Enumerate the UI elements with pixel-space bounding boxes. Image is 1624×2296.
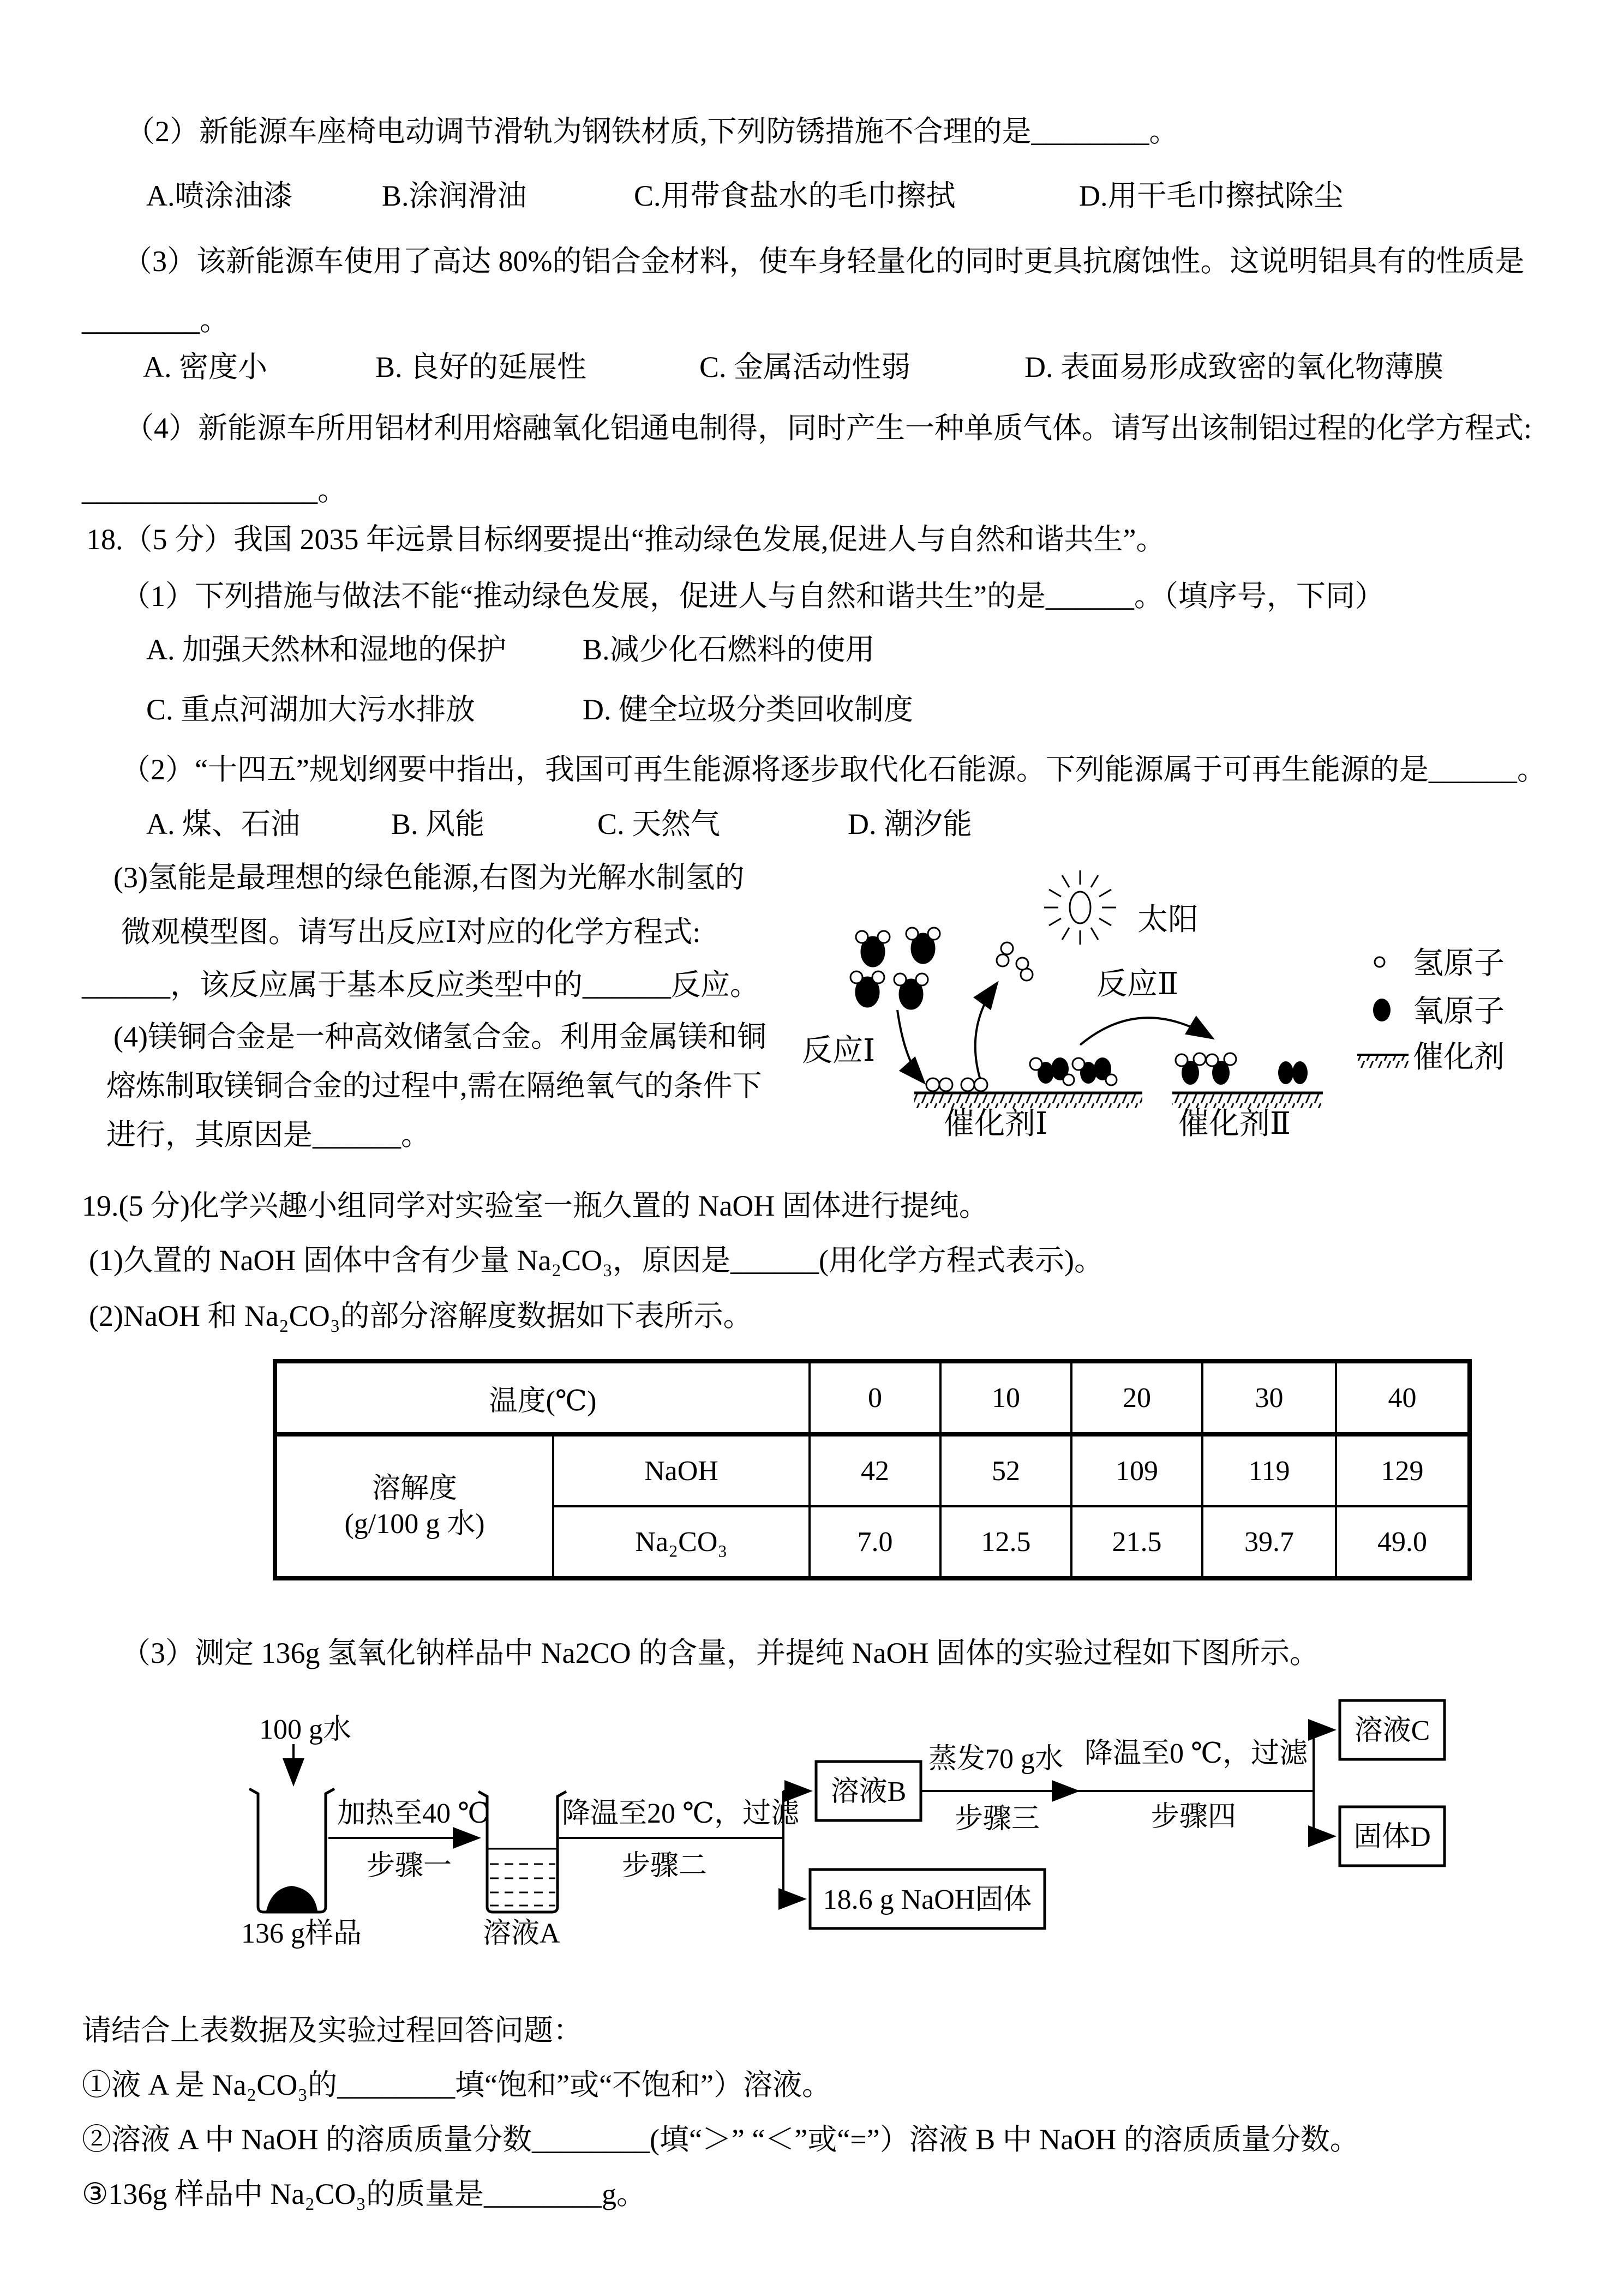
q18-part1-option-c: C. 重点河湖加大污水排放 bbox=[146, 693, 476, 726]
naoh-30: 119 bbox=[1202, 1434, 1336, 1506]
q17-part3-blank: ________。 bbox=[82, 304, 229, 336]
q18-part1-option-d: D. 健全垃圾分类回收制度 bbox=[583, 693, 913, 726]
catalyst-icon bbox=[1357, 1055, 1409, 1068]
legend-catalyst: 催化剂 bbox=[1413, 1041, 1505, 1074]
step1-condition: 加热至40 ℃ bbox=[337, 1798, 490, 1829]
q18-part1-text: （1）下列措施与做法不能“推动绿色发展，促进人与自然和谐共生”的是______。（填序号，下同） bbox=[121, 580, 1385, 612]
q19-part3-text: （3）测定 136g 氢氧化钠样品中 Na2CO 的含量，并提纯 NaOH 固体的实验过程如下图所示。 bbox=[121, 1637, 1319, 1669]
q18-part2-option-d: D. 潮汐能 bbox=[848, 808, 972, 840]
q18-part3-line2: 微观模型图。请写出反应Ⅰ对应的化学方程式: bbox=[121, 916, 701, 948]
q18-part1-option-b: B.减少化石燃料的使用 bbox=[583, 633, 875, 666]
q18-part3-line1: (3)氢能是最理想的绿色能源,右图为光解水制氢的 bbox=[113, 861, 745, 894]
water-molecule bbox=[850, 971, 884, 1007]
reaction2-arrow bbox=[1080, 1018, 1211, 1045]
naoh-solid-label: 18.6 g NaOH固体 bbox=[823, 1884, 1032, 1915]
na2co3-20: 21.5 bbox=[1071, 1506, 1202, 1578]
na2co3-30: 39.7 bbox=[1202, 1506, 1336, 1578]
q19-sub1: ①液 A 是 Na₂CO₃的________填“饱和”或“不饱和”）溶液。 bbox=[82, 2069, 832, 2101]
q17-part3-text: （3）该新能源车使用了高达 80%的铝合金材料，使车身轻量化的同时更具抗腐蚀性。这说明铝具有的性质是 bbox=[123, 245, 1525, 278]
step4-condition: 降温至0 ℃，过滤 bbox=[1084, 1738, 1308, 1769]
q19-answer-prompt: 请结合上表数据及实验过程回答问题： bbox=[82, 2014, 583, 2047]
water-molecule bbox=[906, 928, 940, 964]
catalyst1-surface bbox=[914, 1057, 1142, 1108]
table-header-temp: 温度(℃) bbox=[275, 1361, 810, 1434]
reaction2-label: 反应Ⅱ bbox=[1096, 967, 1179, 1001]
catalyst2-label: 催化剂Ⅱ bbox=[1178, 1107, 1291, 1141]
legend-oxygen: 氧原子 bbox=[1413, 995, 1505, 1029]
q17-part4-blank: ________________。 bbox=[82, 474, 347, 507]
q19-sub3: ③136g 样品中 Na₂CO₃的质量是________g。 bbox=[82, 2178, 646, 2210]
naoh-0: 42 bbox=[810, 1434, 940, 1506]
na2co3-10: 12.5 bbox=[940, 1506, 1071, 1578]
q19-part1-text: (1)久置的 NaOH 固体中含有少量 Na₂CO₃，原因是______(用化学方程式表示)。 bbox=[89, 1244, 1104, 1277]
purification-flowchart bbox=[207, 1685, 1489, 2002]
q17-part4-text: （4）新能源车所用铝材利用熔融氧化铝通电制得，同时产生一种单质气体。请写出该制铝过程的化学方程式: bbox=[124, 412, 1532, 444]
q19-part2-text: (2)NaOH 和 Na₂CO₃的部分溶解度数据如下表所示。 bbox=[89, 1300, 753, 1332]
row-na2co3-label: Na₂CO₃ bbox=[553, 1506, 810, 1578]
naoh-40: 129 bbox=[1336, 1434, 1470, 1506]
q17-part3-option-c: C. 金属活动性弱 bbox=[699, 351, 911, 383]
table-temp-0: 0 bbox=[810, 1361, 940, 1434]
step1-label: 步骤一 bbox=[367, 1850, 452, 1882]
adsorbed-molecules bbox=[1176, 1053, 1308, 1085]
oxygen-atom-icon bbox=[1373, 999, 1391, 1021]
table-temp-40: 40 bbox=[1336, 1361, 1470, 1434]
q18-part1-option-a: A. 加强天然林和湿地的保护 bbox=[146, 633, 506, 666]
q17-part3-option-a: A. 密度小 bbox=[143, 351, 267, 383]
solutionC-label: 溶液C bbox=[1354, 1715, 1430, 1746]
q18-part3-line3: ______，该反应属于基本反应类型中的______反应。 bbox=[82, 969, 759, 1001]
solutionA-label: 溶液A bbox=[483, 1918, 560, 1949]
q18-part4-line3: 进行，其原因是______。 bbox=[106, 1119, 430, 1151]
q17-part3-option-d: D. 表面易形成致密的氧化物薄膜 bbox=[1024, 351, 1443, 383]
step2-condition: 降温至20 ℃，过滤 bbox=[562, 1798, 800, 1829]
q17-part2-option-d: D.用干毛巾擦拭除尘 bbox=[1079, 179, 1344, 212]
solubility-table bbox=[273, 1359, 1472, 1580]
solutionA-beaker bbox=[478, 1792, 566, 1912]
q19-sub2: ②溶液 A 中 NaOH 的溶质质量分数________(填“＞” “＜”或“=”）溶液 B 中 NaOH 的溶质质量分数。 bbox=[82, 2123, 1359, 2156]
row-naoh-label: NaOH bbox=[553, 1434, 810, 1506]
solubility-label: 溶解度 bbox=[371, 1473, 457, 1504]
q17-part3-option-b: B. 良好的延展性 bbox=[375, 351, 587, 383]
q18-part4-line1: (4)镁铜合金是一种高效储氢合金。利用金属镁和铜 bbox=[113, 1020, 766, 1053]
table-temp-20: 20 bbox=[1071, 1361, 1202, 1434]
solid-sample bbox=[266, 1886, 317, 1911]
naoh-20: 109 bbox=[1071, 1434, 1202, 1506]
na2co3-0: 7.0 bbox=[810, 1506, 940, 1578]
q18-part2-option-c: C. 天然气 bbox=[597, 808, 721, 840]
q17-part2-option-c: C.用带食盐水的毛巾擦拭 bbox=[634, 179, 956, 212]
q19-intro: 19.(5 分)化学兴趣小组同学对实验室一瓶久置的 NaOH 固体进行提纯。 bbox=[82, 1189, 988, 1222]
sample-label: 136 g样品 bbox=[241, 1918, 362, 1949]
table-temp-30: 30 bbox=[1202, 1361, 1336, 1434]
reaction1-arrow bbox=[897, 1010, 923, 1081]
solidD-label: 固体D bbox=[1353, 1822, 1431, 1853]
solutionB-label: 溶液B bbox=[830, 1776, 907, 1807]
legend-hydrogen: 氢原子 bbox=[1413, 947, 1505, 981]
reaction1-label: 反应Ⅰ bbox=[802, 1034, 876, 1068]
na2co3-40: 49.0 bbox=[1336, 1506, 1470, 1578]
hydrogen-atom-icon bbox=[1375, 957, 1385, 967]
h2-rising-arrow bbox=[975, 984, 996, 1081]
step3-label: 步骤三 bbox=[955, 1804, 1040, 1835]
sun-icon bbox=[1044, 870, 1116, 945]
step4-label: 步骤四 bbox=[1151, 1801, 1237, 1832]
step3-condition: 蒸发70 g水 bbox=[928, 1744, 1064, 1775]
table-solubility-header bbox=[275, 1434, 553, 1578]
q18-part2-option-a: A. 煤、石油 bbox=[146, 808, 300, 840]
adsorbed-molecules bbox=[1030, 1057, 1117, 1085]
hydrogen-molecules bbox=[997, 942, 1033, 981]
q17-part2-text: （2）新能源车座椅电动调节滑轨为钢铁材质,下列防锈措施不合理的是________。 bbox=[125, 115, 1179, 148]
water-label: 100 g水 bbox=[259, 1714, 352, 1745]
water-molecule bbox=[894, 973, 928, 1009]
diagram-legend bbox=[1357, 947, 1505, 1074]
q18-part2-text: （2）“十四五”规划纲要中指出，我国可再生能源将逐步取代化石能源。下列能源属于可再生能源的是______。 bbox=[121, 753, 1547, 786]
catalyst2-surface bbox=[1172, 1053, 1323, 1108]
q18-part4-line2: 熔炼制取镁铜合金的过程中,需在隔绝氧气的条件下 bbox=[106, 1069, 762, 1102]
sample-beaker bbox=[249, 1789, 334, 1912]
q17-part2-option-a: A.喷涂油漆 bbox=[146, 179, 293, 212]
photolysis-diagram bbox=[780, 848, 1615, 1153]
q18-intro: 18.（5 分）我国 2035 年远景目标纲要提出“推动绿色发展,促进人与自然和谐共生”。 bbox=[86, 523, 1166, 556]
q17-part2-option-b: B.涂润滑油 bbox=[382, 179, 527, 212]
naoh-10: 52 bbox=[940, 1434, 1071, 1506]
sun-label: 太阳 bbox=[1137, 903, 1198, 937]
solubility-unit: (g/100 g 水) bbox=[344, 1508, 485, 1540]
q18-part2-option-b: B. 风能 bbox=[391, 808, 485, 840]
water-molecules bbox=[850, 928, 940, 1009]
step2-label: 步骤二 bbox=[622, 1850, 708, 1882]
water-molecule bbox=[856, 931, 890, 967]
table-temp-10: 10 bbox=[940, 1361, 1071, 1434]
catalyst1-label: 催化剂Ⅰ bbox=[944, 1107, 1048, 1141]
